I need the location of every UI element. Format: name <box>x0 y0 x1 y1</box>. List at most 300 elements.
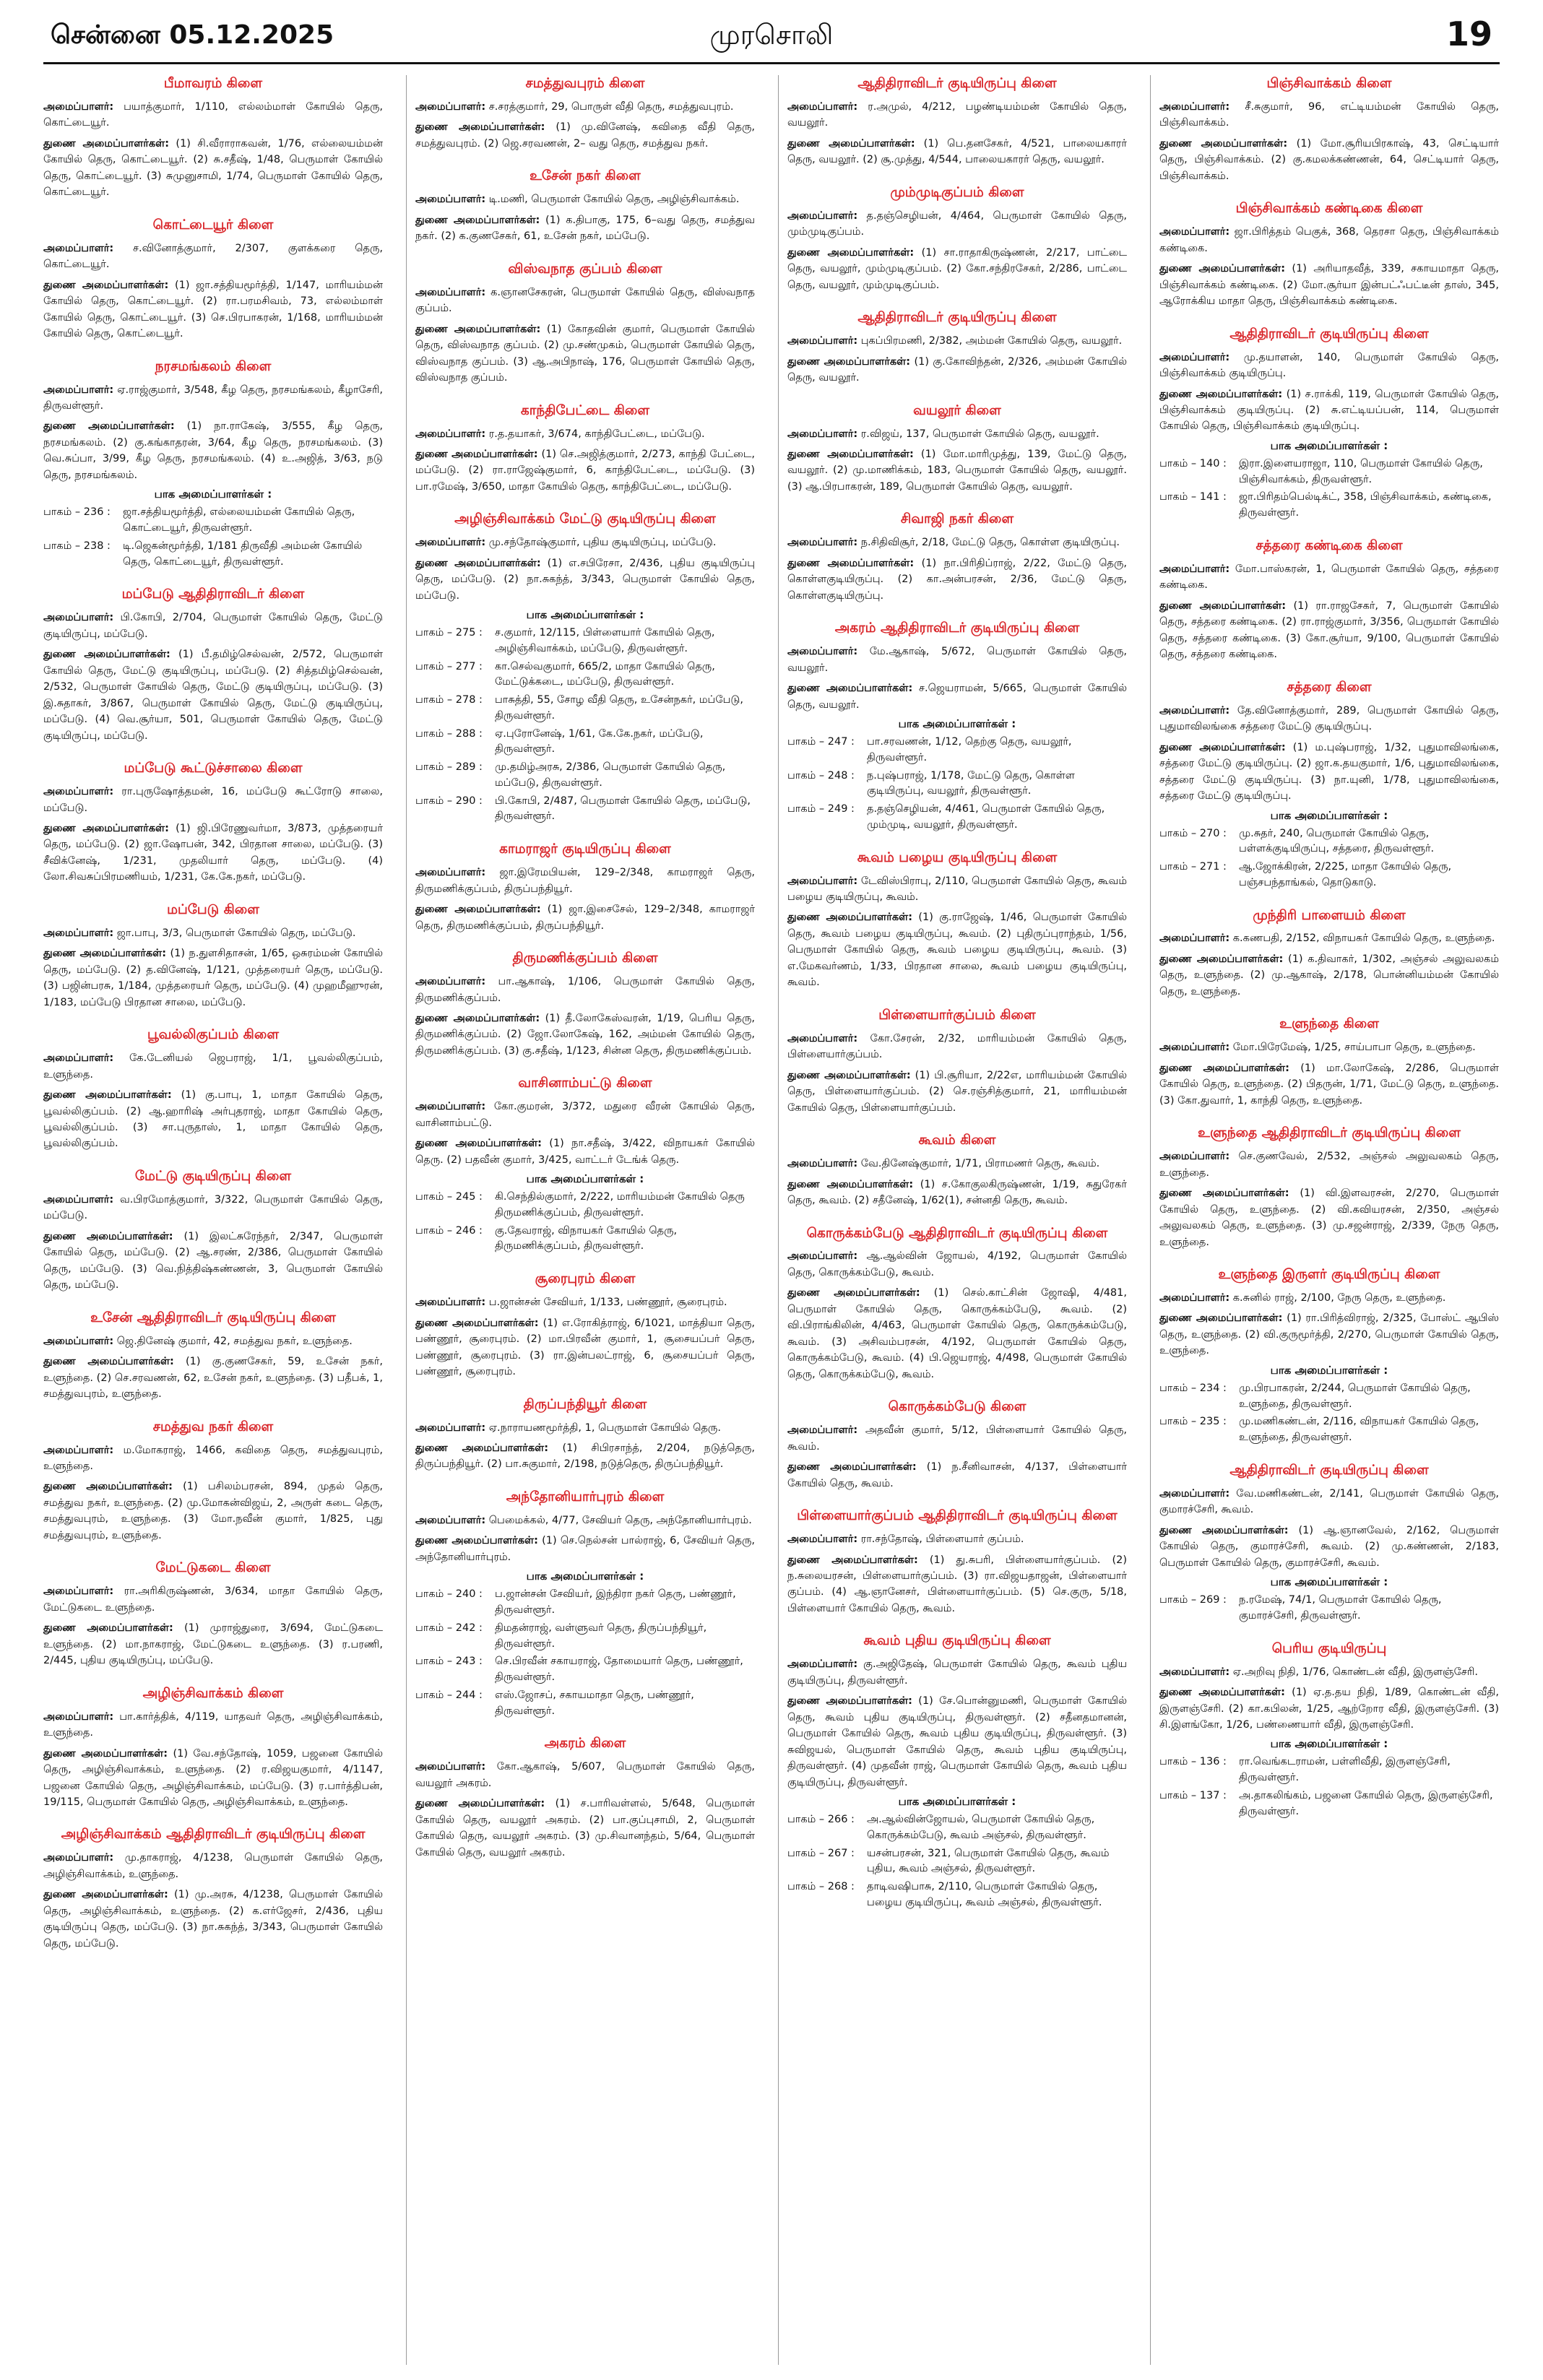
chief-details: பா.ஆகாஷ், 1/106, பெருமாள் கோயில் தெரு, திருமணிக்குப்பம். <box>415 976 755 1004</box>
chief-organizer <box>415 1420 755 1436</box>
deputies-label: துணை அமைப்பாளர்கள்: <box>43 1356 174 1368</box>
branch-title: சூரைபுரம் கிளை <box>535 1271 636 1287</box>
ward-number: பாகம் – 290 : <box>415 795 483 807</box>
branch-title: அகரம் ஆதிதிராவிடர் குடியிருப்பு கிளை <box>834 620 1080 636</box>
ward-organizer: ஆ.ஜோக்கிரன், 2/225, மாதா கோயில் தெரு, பஞ்சபந்தாங்கல், தொடுகாடு. <box>1239 861 1452 888</box>
branch-section <box>43 1419 383 1544</box>
branch-title: காந்திபேட்டை கிளை <box>520 402 650 418</box>
deputies-label: துணை அமைப்பாளர்கள்: <box>1159 1062 1289 1074</box>
branch-section <box>415 168 755 244</box>
deputy-organizers <box>787 555 1127 604</box>
deputies-label: துணை அமைப்பாளர்கள்: <box>1159 741 1286 753</box>
deputy-organizers <box>787 909 1127 990</box>
branch-section <box>43 1168 383 1294</box>
chief-organizer <box>787 426 1127 442</box>
deputies-details: (1) க.திவாகர், 1/302, அஞ்சல் அலுவலகம் தெரு, உளுந்தை. (2) மு.ஆகாஷ், 2/178, பொன்னியம்மன் கோயில் தெரு, உளுந்தை. <box>1159 953 1499 998</box>
deputies-details: (1) சிபிரசாந்த், 2/204, நடுத்தெரு, திருப்பந்தியூர். (2) பா.சுகுமார், 2/198, நடுத்தெரு, திருப்பந்தியூர். <box>415 1442 755 1471</box>
branch-title: உசேன் ஆதிதிராவிடர் குடியிருப்பு கிளை <box>90 1310 336 1325</box>
chief-organizer <box>415 1513 755 1528</box>
deputies-label: துணை அமைப்பாளர்கள்: <box>1159 263 1286 275</box>
chief-organizer <box>1159 1290 1499 1306</box>
branch-title: மேட்டுகடை கிளை <box>155 1560 271 1576</box>
chief-label: அமைப்பாளர்: <box>415 286 486 298</box>
branch-title: கொருக்கம்பேடு ஆதிதிராவிடர் குடியிருப்பு கிளை <box>806 1225 1108 1241</box>
branch-title: ஆதிதிராவிடர் குடியிருப்பு கிளை <box>857 310 1057 326</box>
chief-organizer <box>787 1531 1127 1547</box>
chief-organizer <box>43 241 383 273</box>
ward-row <box>787 769 1127 800</box>
branch-title: சத்தரை கிளை <box>1287 679 1372 695</box>
deputy-organizers <box>43 136 383 201</box>
ward-number: பாகம் – 278 : <box>415 694 483 706</box>
deputies-label: துணை அமைப்பாளர்கள்: <box>43 1481 173 1493</box>
deputies-details: (1) பி.சூரியா, 2/22எ, மாரியம்மன் கோயில் தெரு, பிள்ளையார்குப்பம். (2) செ.ரஞ்சித்குமார், 21, மாரியம்மன் கோயில் தெரு, பிள்ளையார்குப்பம். <box>787 1069 1127 1114</box>
branch-section <box>43 760 383 886</box>
deputies-label: துணை அமைப்பாளர்கள்: <box>1159 600 1287 612</box>
branch-title: ஆதிதிராவிடர் குடியிருப்பு கிளை <box>1229 1462 1429 1478</box>
chief-label: அமைப்பாளர்: <box>415 1421 486 1434</box>
ward-number: பாகம் – 271 : <box>1159 861 1227 873</box>
deputies-details: (1) ஜி.பிரேணுவர்மா, 3/873, முத்தரையர் தெரு, மப்பேடு. (2) ஜா.ஷோபன், 342, பிரதான சாலை, மப்பேடு. (3) சீவிக்னேஷ், 1/231, முதலியார் தெரு, மப்பேடு. (4) லோ.சிவசுப்பிரமணியம், 1/231, கே.கே.நகர், மப்பேடு. <box>43 822 383 883</box>
ward-number: பாகம் – 136 : <box>1159 1756 1227 1768</box>
branch-title: அகரம் கிளை <box>544 1736 626 1752</box>
chief-details: ரா.சந்தோஷ், பிள்ளையார் குப்பம். <box>860 1533 1024 1546</box>
deputies-label: துணை அமைப்பாளர்கள்: <box>43 1230 173 1242</box>
chief-details: வே.மணிகண்டன், 2/141, பெருமாள் கோயில் தெரு, குமாரச்சேரி, கூவம். <box>1159 1487 1499 1516</box>
deputies-details: (1) செ.நெல்சன் பால்ராஜ், 6, சேவியர் தெரு, அந்தோனியார்புரம். <box>415 1535 755 1563</box>
chief-details: க.கணபதி, 2/152, விநாயகர் கோயில் தெரு, உளுந்தை. <box>1232 932 1495 945</box>
ward-number: பாகம் – 140 : <box>1159 457 1227 469</box>
branch-section <box>787 849 1127 991</box>
page-date: சென்னை 05.12.2025 <box>51 20 334 50</box>
ward-organizers-heading: பாக அமைப்பாளர்கள் : <box>1270 808 1388 822</box>
deputy-organizers <box>787 1693 1127 1791</box>
deputies-details: (1) ச.ராக்கி, 119, பெருமாள் கோயில் தெரு, பிஞ்சிவாக்கம் குடியிருப்பு. (2) சு.எட்டியப்பன், 114, பெருமாள் கோயில் தெரு, பிஞ்சிவாக்கம் குடியிருப்பு. <box>1159 388 1499 433</box>
deputies-details: (1) எ.ரோகித்ராஜ், 6/1021, மாத்தியா தெரு, பண்ணூர், சூரைபுரம். (2) மா.பிரவீன் குமார், 1, சூசையப்பர் தெரு, பண்ணூர், சூரைபுரம். (3) ரா.இன்பலட்ராஜ், 6, சூசையப்பர் தெரு, பண்ணூர், சூரைபுரம். <box>415 1317 755 1378</box>
branch-title: மப்பேடு கூட்டுச்சாலை கிளை <box>124 761 303 776</box>
ward-row <box>1159 490 1499 522</box>
chief-organizer <box>43 1050 383 1083</box>
chief-organizer <box>43 1709 383 1741</box>
deputy-organizers <box>43 1887 383 1952</box>
chief-organizer <box>415 1759 755 1791</box>
chief-organizer <box>415 1294 755 1310</box>
deputies-details: (1) தீ.லோகேஸ்வரன், 1/19, பெரிய தெரு, திருமணிக்குப்பம். (2) ஜோ.லோகேஷ், 162, அம்மன் கோயில் தெரு, திருமணிக்குப்பம். (3) கு.சதீஷ், 1/123, சின்ன தெரு, திருமணிக்குப்பம். <box>415 1012 755 1057</box>
deputies-label: துணை அமைப்பாளர்கள்: <box>787 683 913 695</box>
deputy-organizers <box>43 821 383 886</box>
ward-number: பாகம் – 277 : <box>415 660 483 672</box>
deputies-label: துணை அமைப்பாளர்கள்: <box>43 1889 168 1901</box>
branch-title: உசேன் நகர் கிளை <box>530 168 641 184</box>
ward-organizer: ஜா.பிரிதம்பெல்டிக்ட், 358, பிஞ்சிவாக்கம், கண்டிகை, திருவள்ளூர். <box>1239 491 1492 519</box>
branch-section <box>787 1132 1127 1208</box>
deputy-organizers <box>415 1440 755 1473</box>
branch-title: வயலூர் கிளை <box>913 402 1001 418</box>
deputies-details: ச.ஜெயராமன், 5/665, பெருமாள் கோயில் தெரு, வயலூர். <box>787 683 1127 711</box>
ward-number: பாகம் – 267 : <box>787 1847 855 1859</box>
ward-organizer: திமதன்ராஜ், வள்ளுவர் தெரு, திருப்பந்தியூர், திருவள்ளூர். <box>495 1622 707 1650</box>
branch-section <box>787 309 1127 386</box>
chief-details: ப.ஜான்சன் சேவியர், 1/133, பண்ணூர், சூரைபுரம். <box>488 1297 727 1309</box>
branch-section <box>1159 1016 1499 1109</box>
branch-section <box>1159 200 1499 309</box>
deputy-organizers <box>43 1229 383 1294</box>
deputies-details: (1) ஏ.த.தய நிதி, 1/89, கொண்டன் வீதி, இருளஞ்சேரி. (2) கா.கபிலன், 1/25, ஆற்றோர வீதி, இருளஞ்சேரி. (3) சி.இளங்கோ, 1/26, பண்ணையார் வீதி, இருளஞ்சேரி. <box>1159 1687 1499 1731</box>
chief-organizer <box>787 99 1127 131</box>
chief-label: அமைப்பாளர்: <box>787 100 858 113</box>
branch-section <box>415 1489 755 1719</box>
deputies-details: (1) ஜா.சத்தியமூர்த்தி, 1/147, மாரியம்மன் கோயில் தெரு, கொட்டையூர். (2) ரா.பரமசிவம், 73, எல்லம்மாள் கோயில் தெரு, கொட்டையூர். (3) செ.பிரபாகரன், 1/168, மாரியம்மன் கோயில் தெரு, கொட்டையூர். <box>43 279 383 340</box>
branch-title: மேட்டு குடியிருப்பு கிளை <box>134 1168 292 1184</box>
chief-details: ஏ.ராஜ்குமார், 3/548, கீழ தெரு, நரசமங்கலம், கீழாசேரி, திருவள்ளூர். <box>43 384 383 412</box>
chief-label: அமைப்பாளர்: <box>415 100 486 113</box>
branch-section <box>1159 1462 1499 1624</box>
deputies-label: துணை அமைப்பாளர்கள்: <box>415 323 541 335</box>
chief-label: அமைப்பாளர்: <box>787 646 858 658</box>
ward-row <box>1159 1593 1499 1624</box>
deputies-label: துணை அமைப்பாளர்கள்: <box>1159 1312 1283 1325</box>
ward-organizer: ந.புஷ்பராஜ், 1/178, மேட்டு தெரு, கொள்ள குடியிருப்பு, வயலூர், திருவள்ளூர். <box>867 769 1075 797</box>
deputy-organizers <box>1159 1185 1499 1250</box>
branch-section <box>787 1225 1127 1383</box>
branch-section <box>415 402 755 496</box>
chief-label: அமைப்பாளர்: <box>1159 1666 1230 1678</box>
branch-section <box>43 358 383 571</box>
chief-label: அமைப்பாளர்: <box>43 612 114 624</box>
deputies-label: துணை அமைப்பாளர்கள்: <box>415 1138 542 1150</box>
chief-details: டேவிஸ்பிராபு, 2/110, பெருமாள் கோயில் தெரு, கூவம் பழைய குடியிருப்பு, கூவம். <box>787 875 1127 903</box>
branch-title: சமத்துவ நகர் கிளை <box>152 1419 274 1435</box>
branch-section <box>43 1826 383 1952</box>
ward-organizer: ப.ஜான்சன் சேவியர், இந்திரா நகர் தெரு, பண்ணூர், திருவள்ளூர். <box>495 1588 736 1617</box>
branch-title: மப்பேடு கிளை <box>167 901 259 917</box>
deputies-label: துணை அமைப்பாளர்கள்: <box>43 649 170 661</box>
deputies-label: துணை அமைப்பாளர்கள்: <box>415 121 545 134</box>
deputies-details: (1) ரா.பிரித்விராஜ், 2/325, போஸ்ட் ஆபிஸ் தெரு, உளுந்தை. (2) வி.குருமூர்த்தி, 2/270, பெருமாள் கோயில் தெரு, உளுந்தை. <box>1159 1312 1499 1357</box>
deputy-organizers <box>1159 598 1499 663</box>
chief-organizer <box>415 974 755 1006</box>
deputies-details: (1) பெ.தனசேகர், 4/521, பாலையகாரர் தெரு, வயலூர். (2) சூ.முத்து, 4/544, பாலையகாரர் தெரு, வயலூர். <box>787 137 1127 166</box>
deputies-details: (1) கு.கோவிந்தன், 2/326, அம்மன் கோயில் தெரு, வயலூர். <box>787 355 1127 384</box>
deputies-details: (1) ம.புஷ்பராஜ், 1/32, புதுமாவிலங்கை, சத்தரை மேட்டு குடியிருப்பு. (2) ஜா.க.தயகுமார், 1/6, புதுமாவிலங்கை, சத்தரை மேட்டு குடியிருப்பு. (3) நா.யுனி, 1/78, புதுமாவிலங்கை, சத்தரை மேட்டு குடியிருப்பு. <box>1159 741 1499 802</box>
deputies-label: துணை அமைப்பாளர்கள்: <box>787 1178 914 1190</box>
ward-row <box>415 626 755 657</box>
chief-organizer <box>415 426 755 442</box>
chief-details: ர.விஜய், 137, பெருமாள் கோயில் தெரு, வயலூர். <box>860 428 1099 440</box>
deputies-label: துணை அமைப்பாளர்கள்: <box>43 1747 168 1760</box>
branch-title: அழிஞ்சிவாக்கம் கிளை <box>142 1685 284 1701</box>
deputies-label: துணை அமைப்பாளர்கள்: <box>1159 1687 1285 1699</box>
chief-organizer <box>787 1422 1127 1455</box>
ward-number: பாகம் – 270 : <box>1159 827 1227 839</box>
ward-number: பாகம் – 249 : <box>787 803 855 815</box>
chief-details: செ.குணவேல், 2/532, அஞ்சல் அலுவலகம் தெரு, உளுந்தை. <box>1159 1151 1499 1179</box>
branch-title: நரசமங்கலம் கிளை <box>155 358 272 374</box>
deputies-label: துணை அமைப்பாளர்கள்: <box>787 1695 912 1708</box>
deputy-organizers <box>415 1011 755 1059</box>
deputies-details: (1) மோ.சூரியபிரகாஷ், 43, செட்டியார் தெரு, பிஞ்சிவாக்கம். (2) கு.கமலக்கண்ணன், 64, செட்டியார் தெரு, பிஞ்சிவாக்கம். <box>1159 137 1499 182</box>
branch-title: காமராஜர் குடியிருப்பு கிளை <box>499 841 671 857</box>
ward-row <box>787 1846 1127 1878</box>
branch-title: உளுந்தை ஆதிதிராவிடர் குடியிருப்பு கிளை <box>1198 1125 1461 1141</box>
branch-section <box>787 620 1127 833</box>
ward-organizer: யசன்பரசன், 321, பெருமாள் கோயில் தெரு, கூவம் புதிய, கூவம் அஞ்சல், திருவள்ளூர். <box>867 1847 1110 1875</box>
chief-details: ஏ.நாராயணமூர்த்தி, 1, பெருமாள் கோயில் தெரு. <box>488 1421 721 1434</box>
chief-organizer <box>787 208 1127 241</box>
ward-row <box>415 659 755 691</box>
chief-label: அமைப்பாளர்: <box>1159 563 1230 575</box>
branch-title: ஆதிதிராவிடர் குடியிருப்பு கிளை <box>857 76 1057 91</box>
chief-details: சீ.சுகுமார், 96, எட்டியம்மன் கோயில் தெரு, பிஞ்சிவாக்கம். <box>1159 100 1499 129</box>
ward-number: பாகம் – 268 : <box>787 1881 855 1893</box>
chief-details: ரா.புருஷோத்தமன், 16, மப்பேடு கூட்ரோடு சாலை, மப்பேடு. <box>43 786 383 814</box>
chief-details: ஏ.அறிவு நிதி, 1/76, கொண்டன் வீதி, இருளஞ்சேரி. <box>1232 1666 1478 1678</box>
deputies-details: (1) க.திபாகு, 175, 6–வது தெரு, சமத்துவ நகர். (2) க.குணசேகர், 61, உசேன் நகர், மப்பேடு. <box>415 214 755 243</box>
deputy-organizers <box>43 1354 383 1402</box>
deputies-label: துணை அமைப்பாளர்கள்: <box>787 557 915 569</box>
chief-organizer <box>1159 1148 1499 1181</box>
page-number: 19 <box>1445 14 1492 53</box>
chief-details: ஜா.இரேமபியன், 129–2/348, காமராஜர் தெரு, திருமணிக்குப்பம், திருப்பந்தியூர். <box>415 867 755 895</box>
chief-label: அமைப்பாளர்: <box>787 537 858 549</box>
deputies-label: துணை அமைப்பாளர்கள்: <box>415 904 541 916</box>
branch-section <box>43 1685 383 1811</box>
chief-organizer <box>415 191 755 207</box>
chief-details: மோ.பிரேமேஷ், 1/25, சாய்பாபா தெரு, உளுந்தை. <box>1232 1042 1476 1054</box>
page-header <box>0 0 1543 62</box>
deputies-details: (1) ந.சீனிவாசன், 4/137, பிள்ளையார் கோயில் தெரு, கூவம். <box>787 1461 1127 1489</box>
chief-organizer <box>43 1850 383 1882</box>
ward-number: பாகம் – 137 : <box>1159 1789 1227 1801</box>
chief-label: அமைப்பாளர்: <box>43 1585 114 1598</box>
chief-organizer <box>787 644 1127 676</box>
branch-section <box>415 1271 755 1380</box>
chief-details: ஜா.பிரித்தம் பெகுக், 368, தெரசா தெரு, பிஞ்சிவாக்கம் கண்டிகை. <box>1159 226 1499 254</box>
deputies-label: துணை அமைப்பாளர்கள்: <box>43 137 170 150</box>
ward-organizer: டி.ஜெகன்மூர்த்தி, 1/181 திருவீதி அம்மன் கோயில் தெரு, கொட்டையூர், திருவள்ளூர். <box>123 540 363 568</box>
chief-organizer <box>1159 224 1499 256</box>
branch-section <box>415 950 755 1059</box>
chief-label: அமைப்பாளர்: <box>415 428 486 440</box>
chief-label: அமைப்பாளர்: <box>1159 226 1230 238</box>
deputies-details: (1) சே.பொன்னுமணி, பெருமாள் கோயில் தெரு, கூவம் புதிய குடியிருப்பு, திருவள்ளூர். (2) சதீனதமானன், பெருமாள் கோயில் தெரு, கூவம் புதிய குடியிருப்பு, திருவள்ளூர். (3) சுவிஜயல், பெருமாள் கோயில் தெரு, கூவம் புதிய குடியிருப்பு, திருவள்ளூர். (4) முதவீன் ராஜ், பெருமாள் கோயில் தெரு, கூவம் புதிய குடியிருப்பு, திருவள்ளூர். <box>787 1695 1127 1788</box>
ward-number: பாகம் – 275 : <box>415 627 483 639</box>
deputy-organizers <box>1159 951 1499 1000</box>
branch-title: ஆதிதிராவிடர் குடியிருப்பு கிளை <box>1229 326 1429 342</box>
branch-title: திருப்பந்தியூர் கிளை <box>523 1396 647 1412</box>
branch-title: பெரிய குடியிருப்பு <box>1271 1640 1387 1656</box>
deputies-details: (1) மா.லோகேஷ், 2/286, பெருமாள் கோயில் தெரு, உளுந்தை. (2) பிதருன், 1/71, மேட்டு தெரு, உளுந்தை. (3) கோ.துவார், 1, காந்தி தெரு, உளுந்தை. <box>1159 1062 1499 1107</box>
deputies-label: துணை அமைப்பாளர்கள்: <box>415 1012 540 1024</box>
chief-details: ஜெ.தினேஷ் குமார், 42, சமத்துவ நகர், உளுந்தை. <box>116 1335 353 1347</box>
chief-details: கே.டேனியல் ஜெபராஜ், 1/1, பூவல்லிகுப்பம், உளுந்தை. <box>43 1052 383 1081</box>
branch-title: அழிஞ்சிவாக்கம் ஆதிதிராவிடர் குடியிருப்பு கிளை <box>61 1827 366 1843</box>
deputies-label: துணை அமைப்பாளர்கள்: <box>43 1622 173 1635</box>
ward-organizers-heading: பாக அமைப்பாளர்கள் : <box>1270 1575 1388 1589</box>
chief-label: அமைப்பாளர்: <box>787 1658 858 1671</box>
column-1 <box>43 75 383 2365</box>
chief-label: அமைப்பாளர்: <box>787 1250 858 1263</box>
chief-organizer <box>787 535 1127 550</box>
chief-organizer <box>787 1031 1127 1063</box>
ward-organizer: ச.குமார், 12/115, பிள்ளையார் கோயில் தெரு, அழிஞ்சிவாக்கம், மப்பேடு, திருவள்ளூர். <box>495 627 715 654</box>
branch-section <box>1159 75 1499 184</box>
chief-label: அமைப்பாளர்: <box>43 1335 114 1347</box>
chief-details: மே.ஆகாஷ், 5/672, பெருமாள் கோயில் தெரு, வயலூர். <box>787 646 1127 674</box>
deputy-organizers <box>1159 740 1499 805</box>
branch-section <box>415 261 755 386</box>
deputy-organizers <box>415 212 755 245</box>
ward-number: பாகம் – 243 : <box>415 1656 483 1668</box>
deputies-label: துணை அமைப்பாளர்கள்: <box>415 1442 549 1454</box>
ward-organizer: செ.பிரவீன் சகாயராஜ், தோமையார் தெரு, பண்ணூர், திருவள்ளூர். <box>495 1656 743 1684</box>
chief-organizer <box>1159 99 1499 131</box>
branch-section <box>787 402 1127 496</box>
article-columns <box>43 75 1500 2365</box>
chief-details: ச.சரத்குமார், 29, பொருள் வீதி தெரு, சமத்துவபுரம். <box>488 100 734 113</box>
deputy-organizers <box>1159 1060 1499 1109</box>
chief-details: கோ.குமரன், 3/372, மதுரை வீரன் கோயில் தெரு, வாசினாம்பட்டு. <box>415 1101 755 1129</box>
chief-label: அமைப்பாளர்: <box>787 1533 858 1546</box>
branch-section <box>43 217 383 342</box>
chief-label: அமைப்பாளர்: <box>787 1424 858 1437</box>
deputy-organizers <box>415 321 755 386</box>
ward-row <box>787 802 1127 834</box>
ward-number: பாகம் – 234 : <box>1159 1382 1227 1394</box>
column-3 <box>787 75 1127 2365</box>
deputy-organizers <box>43 1479 383 1544</box>
chief-label: அமைப்பாளர்: <box>415 976 486 988</box>
chief-organizer <box>1159 1039 1499 1055</box>
ward-number: பாகம் – 240 : <box>415 1588 483 1601</box>
deputy-organizers <box>1159 386 1499 435</box>
column-divider <box>406 75 407 2365</box>
deputies-label: துணை அமைப்பாளர்கள்: <box>1159 1524 1289 1536</box>
header-rule <box>43 62 1500 64</box>
branch-section <box>787 184 1127 293</box>
ward-row <box>43 505 383 537</box>
deputies-details: (1) வி.இளவரசன், 2/270, பெருமாள் கோயில் தெரு, உளுந்தை. (2) வி.கவியரசன், 2/350, அஞ்சல் அலுவலகம் தெரு, உளுந்தை. (3) மு.சஜன்ராஜ், 2/339, நேரு தெரு, உளுந்தை. <box>1159 1187 1499 1248</box>
chief-organizer <box>43 784 383 816</box>
ward-number: பாகம் – 247 : <box>787 736 855 748</box>
ward-organizer: த.தஞ்செழியன், 4/461, பெருமாள் கோயில் தெரு, மும்முடி, வயலூர், திருவள்ளூர். <box>867 803 1105 831</box>
chief-organizer <box>415 99 755 115</box>
chief-details: த.தஞ்செழியன், 4/464, பெருமாள் கோயில் தெரு, மும்முடிகுப்பம். <box>787 209 1127 238</box>
deputies-details: (1) நா.ராகேஷ், 3/555, கீழ தெரு, நரசமங்கலம். (2) கு.கங்காதரன், 3/64, கீழ தெரு, நரசமங்கலம். (3) வெ.சுப்பா, 3/99, கீழ தெரு, நரசமங்கலம். (4) உ.அஜித், 3/63, நடு தெரு, நரசமங்கலம். <box>43 420 383 481</box>
deputies-details: (1) பீ.தமிழ்செல்வன், 2/572, பெருமாள் கோயில் தெரு, மேட்டு குடியிருப்பு, மப்பேடு. (2) சித்தமிழ்செல்வன், 2/532, பெருமாள் கோயில் தெரு, மேட்டு குடியிருப்பு, மப்பேடு. (3) இ.சுதாகர், 3/867, பெருமாள் கோயில் தெரு, மேட்டு குடியிருப்பு, மப்பேடு. (4) வெ.சூர்யா, 501, பெருமாள் கோயில் தெரு, மேட்டு குடியிருப்பு, மப்பேடு. <box>43 649 383 742</box>
ward-row <box>1159 456 1499 488</box>
chief-organizer <box>415 865 755 897</box>
column-4 <box>1159 75 1499 2365</box>
chief-details: வே.தினேஷ்குமார், 1/71, பிராமணர் தெரு, கூவம். <box>860 1158 1100 1170</box>
branch-section <box>1159 326 1499 522</box>
chief-label: அமைப்பாளர்: <box>787 1158 858 1170</box>
branch-title: விஸ்வநாத குப்பம் கிளை <box>508 261 662 277</box>
chief-label: அமைப்பாளர்: <box>787 335 858 347</box>
branch-section <box>1159 1266 1499 1446</box>
deputies-label: துணை அமைப்பாளர்கள்: <box>43 420 175 433</box>
chief-label: அமைப்பாளர்: <box>43 100 114 113</box>
chief-label: அமைப்பாளர்: <box>43 1852 114 1864</box>
ward-organizer: பாசுத்தி, 55, சோழ வீதி தெரு, உசேன்நகர், மப்பேடு, திருவள்ளூர். <box>495 694 743 722</box>
chief-label: அமைப்பாளர்: <box>1159 704 1230 717</box>
branch-title: கூவம் புதிய குடியிருப்பு கிளை <box>863 1633 1051 1649</box>
chief-details: ர.த.தயாகர், 3/674, காந்திபேட்டை, மப்பேடு. <box>488 428 705 440</box>
chief-label: அமைப்பாளர்: <box>43 1444 114 1456</box>
deputies-details: (1) அரியாதவீத், 339, சகாயமாதா தெரு, பிஞ்சிவாக்கம் கண்டிகை. (2) மோ.சூர்யா இன்பட்ஃபட்டீன் தாஸ், 345, ஆரோக்கிய மாதா தெரு, பிஞ்சிவாக்கம் கண்டிகை. <box>1159 263 1499 308</box>
branch-title: கூவம் பழைய குடியிருப்பு கிளை <box>857 849 1058 865</box>
chief-organizer <box>415 1099 755 1131</box>
branch-title: வாசினாம்பட்டு கிளை <box>518 1076 652 1091</box>
chief-label: அமைப்பாளர்: <box>1159 1487 1230 1500</box>
chief-details: கோ.சேரன், 2/32, மாரியம்மன் கோயில் தெரு, பிள்ளையார்குப்பம். <box>787 1032 1127 1061</box>
branch-title: உளுந்தை கிளை <box>1279 1016 1379 1032</box>
chief-label: அமைப்பாளர்: <box>43 927 114 939</box>
chief-label: அமைப்பாளர்: <box>415 1761 486 1773</box>
ward-row <box>787 1879 1127 1911</box>
column-divider <box>778 75 779 2365</box>
deputies-details: (1) ஜா.இசைசேல், 129–2/348, காமராஜர் தெரு, திருமணிக்குப்பம், திருப்பந்தியூர். <box>415 904 755 932</box>
ward-organizer: கா.செல்வகுமார், 665/2, மாதா கோயில் தெரு, மேட்டுக்கடை, மப்பேடு, திருவள்ளூர். <box>495 660 715 688</box>
deputies-details: (1) செல்.காட்சின் ஜோஷி, 4/481, பெருமாள் கோயில் தெரு, கொருக்கம்பேடு, கூவம். (2) வி.பிராங்கிலின், 4/463, பெருமாள் கோயில் தெரு, கொருக்கம்பேடு, கூவம். (3) அசிவம்பரசன், 4/192, பெருமாள் கோயில் தெரு, கொருக்கம்பேடு, கூவம். (4) பி.ஜெயராஜ், 4/498, பெருமாள் கோயில் தெரு, கொருக்கம்பேடு, கூவம். <box>787 1287 1127 1380</box>
chief-details: க.சுனில் ராஜ், 2/100, நேரு தெரு, உளுந்தை. <box>1232 1291 1446 1304</box>
branch-section <box>787 1007 1127 1116</box>
deputies-details: (1) சி.வீராராகவன், 1/76, எல்லையம்மன் கோயில் தெரு, கொட்டையூர். (2) சு.சதீஷ், 1/48, பெருமாள் கோயில் தெரு, கொட்டையூர். (3) சுமுனுசாமி, 1/74, பெருமாள் கோயில் தெரு, கொட்டையூர். <box>43 137 383 199</box>
chief-label: அமைப்பாளர்: <box>787 1032 858 1044</box>
deputy-organizers <box>43 1087 383 1152</box>
deputies-label: துணை அமைப்பாளர்கள்: <box>43 822 169 834</box>
chief-organizer <box>1159 930 1499 946</box>
ward-organizer: ஏ.புரோனேஷ், 1/61, கே.கே.நகர், மப்பேடு, திருவள்ளூர். <box>495 727 704 756</box>
chief-organizer <box>1159 1664 1499 1680</box>
chief-label: அமைப்பாளர்: <box>787 428 858 440</box>
branch-section <box>1159 907 1499 1000</box>
chief-details: மோ.பாஸ்கரன், 1, பெருமாள் கோயில் தெரு, சத்தரை கண்டிகை. <box>1159 563 1499 592</box>
chief-label: அமைப்பாளர்: <box>1159 932 1230 945</box>
chief-details: ஆ.ஆல்வின் ஜோயல், 4/192, பெருமாள் கோயில் தெரு, கொருக்கம்பேடு, கூவம். <box>787 1250 1127 1278</box>
ward-organizer: அ.தாகலிங்கம், பஜனை கோயில் தெரு, இருளஞ்சேரி, திருவள்ளூர். <box>1239 1789 1493 1817</box>
ward-number: பாகம் – 244 : <box>415 1689 483 1701</box>
chief-details: வ.பிரமோத்குமார், 3/322, பெருமாள் கோயில் தெரு, மப்பேடு. <box>43 1193 383 1222</box>
deputy-organizers <box>787 1552 1127 1617</box>
deputy-organizers <box>787 680 1127 713</box>
deputies-details: (1) ந.துளசிதாசன், 1/65, ஒசுரம்மன் கோயில் தெரு, மப்பேடு. (2) த.வினேஷ், 1/121, முத்தரையர் தெரு, மப்பேடு. (3) பஜின்பரசு, 1/184, முத்தரையர் தெரு, மப்பேடு. (4) முஹமீஹுரன், 1/183, மப்பேடு பிரதான சாலை, மப்பேடு. <box>43 948 383 1008</box>
ward-row <box>1159 1788 1499 1820</box>
ward-row <box>1159 1414 1499 1446</box>
branch-section <box>1159 537 1499 663</box>
ward-organizers-heading: பாக அமைப்பாளர்கள் : <box>898 717 1016 731</box>
deputy-organizers <box>415 446 755 495</box>
deputies-label: துணை அமைப்பாளர்கள்: <box>787 1069 911 1081</box>
deputy-organizers <box>415 119 755 152</box>
branch-section <box>43 75 383 201</box>
deputy-organizers <box>43 277 383 342</box>
chief-details: புகப்பிரமணி, 2/382, அம்மன் கோயில் தெரு, வயலூர். <box>860 335 1123 347</box>
deputy-organizers <box>415 1533 755 1565</box>
deputies-label: துணை அமைப்பாளர்கள்: <box>787 246 915 259</box>
ward-organizers-heading: பாக அமைப்பாளர்கள் : <box>526 1570 644 1583</box>
chief-details: க.ஞானசேகரன், பெருமாள் கோயில் தெரு, விஸ்வநாத குப்பம். <box>415 286 755 315</box>
chief-organizer <box>787 1656 1127 1689</box>
chief-label: அமைப்பாளர்: <box>415 1297 486 1309</box>
chief-label: அமைப்பாளர்: <box>415 537 486 549</box>
chief-details: பா.கார்த்திக், 4/119, யாதவர் தெரு, அழிஞ்சிவாக்கம், உளுந்தை. <box>43 1710 383 1739</box>
chief-label: அமைப்பாளர்: <box>1159 100 1230 113</box>
chief-label: அமைப்பாளர்: <box>415 1101 486 1113</box>
ward-row <box>415 760 755 792</box>
ward-row <box>415 727 755 758</box>
ward-row <box>415 693 755 724</box>
